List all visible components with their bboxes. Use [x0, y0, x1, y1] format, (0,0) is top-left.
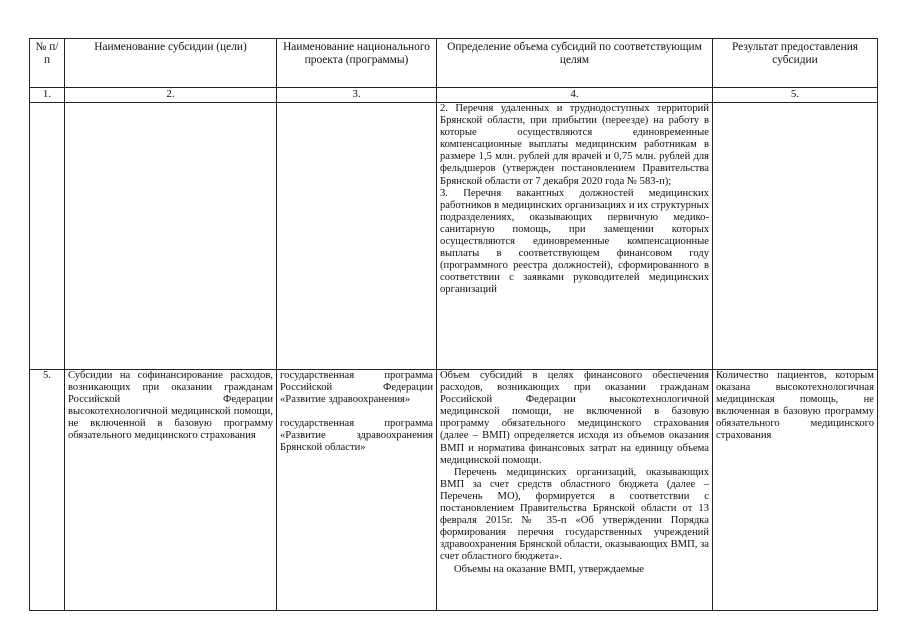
definition-paragraph: 2. Перечня удаленных и труднодоступных территорий Брянской области, при прибытии (переезде) на работу в которые осуществляются единовременные компенсационные выплаты медицинским работникам в размере 1,5 млн. рублей для врачей и 0,75 млн. рублей для фельдшеров (утвержден постановлением Правительства Брянской области от 7 декабря 2020 года № 583-п);	[440, 103, 709, 187]
column-number: 4.	[437, 88, 713, 103]
subsidy-table	[29, 38, 878, 611]
header-definition: Определение объема субсидий по соответствующим целям	[437, 39, 713, 88]
column-number: 3.	[277, 88, 437, 103]
subsidy-result: Количество пациентов, которым оказана высокотехнологичная медицинская помощь, не включенная в базовую программу обязательного медицинского страхования	[713, 370, 878, 611]
table-row-continued	[30, 103, 878, 370]
project-paragraph: государственная программа «Развитие здравоохранения Брянской области»	[280, 418, 433, 454]
cell-empty	[713, 103, 878, 370]
header-result: Результат предоставления субсидии	[713, 39, 878, 88]
header-num: № п/п	[30, 39, 65, 88]
definition-paragraph: Перечень медицинских организаций, оказывающих ВМП за счет средств областного бюджета (далее – Перечень МО), формируется в соответствии с постановлением Правительства Брянской области от 13 февраля 2015г. № 35-п «Об утверждении Порядка формирования перечня государственных учреждений здравоохранения Брянской области, оказывающих ВМП, за счет областного бюджета».	[440, 466, 709, 563]
project-paragraph: государственная программа Российской Федерации «Развитие здравоохранения»	[280, 370, 433, 406]
header-project: Наименование национального проекта (программы)	[277, 39, 437, 88]
spacer	[280, 406, 433, 418]
column-number-row	[30, 88, 878, 103]
definition-paragraph: Объемы на оказание ВМП, утверждаемые	[454, 563, 644, 575]
cell-definition	[437, 103, 713, 370]
cell-empty	[65, 103, 277, 370]
column-number: 5.	[713, 88, 878, 103]
definition-paragraph: Объем субсидий в целях финансового обеспечения расходов, возникающих при оказании гражданам Российской Федерации высокотехнологичной медицинской помощи, не включенной в базовую программу обязательного медицинского страхования (далее – ВМП) определяется исходя из объемов оказания ВМП и норматива финансовых затрат на единицу объема медицинской помощи.	[440, 370, 709, 466]
column-number: 2.	[65, 88, 277, 103]
definition-paragraph: 3. Перечня вакантных должностей медицинских работников в медицинских организациях и их структурных подразделениях, оказывающих первичную медико-санитарную помощь, при замещении которых осуществляются единовременные компенсационные выплаты в соответствующем финансовом году (программного реестра должностей), сформированного в соответствии с заявками руководителей медицинских организаций	[440, 187, 709, 296]
header-name: Наименование субсидии (цели)	[65, 39, 277, 88]
cell-empty	[30, 103, 65, 370]
row-number: 5.	[30, 370, 65, 611]
column-number: 1.	[30, 88, 65, 103]
cell-empty	[277, 103, 437, 370]
table-header-row	[30, 39, 878, 88]
cell-definition	[437, 370, 713, 611]
cell-project	[277, 370, 437, 611]
subsidy-name: Субсидии на софинансирование расходов, возникающих при оказании гражданам Российской Федерации высокотехнологичной медицинской помощи, не включенной в базовую программу обязательного медицинского страхования	[65, 370, 277, 611]
table-row-5	[30, 370, 878, 611]
